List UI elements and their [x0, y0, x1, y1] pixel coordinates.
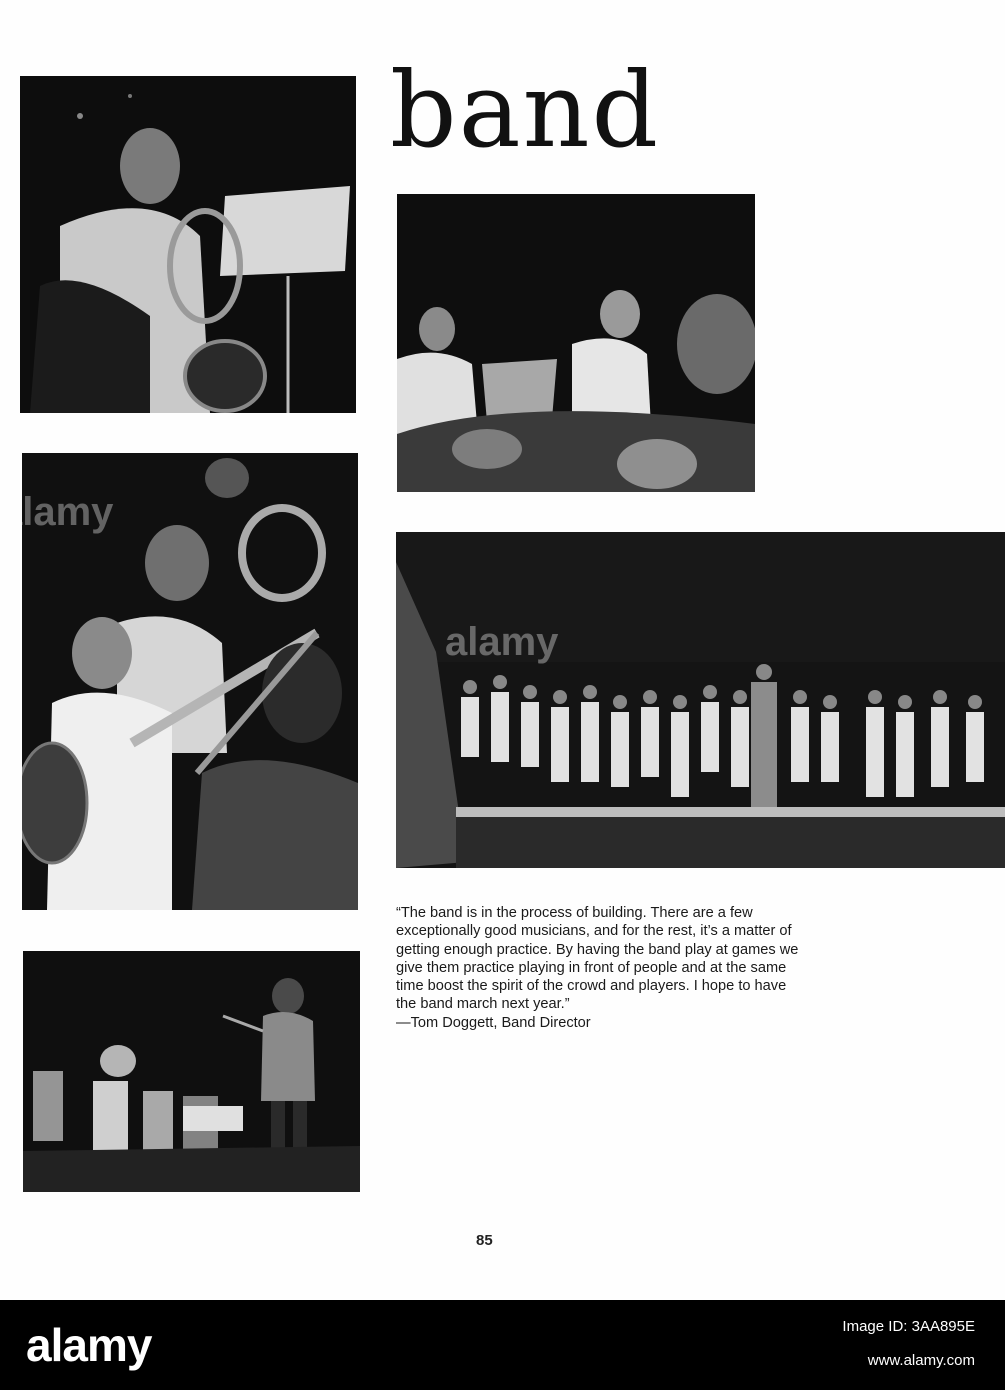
watermark-text: alamy — [0, 490, 114, 534]
photo-full-band-stage — [396, 532, 1005, 868]
quote-line: the band march next year.” — [396, 996, 570, 1013]
photo-drummers — [397, 194, 755, 492]
quote-attribution: —Tom Doggett, Band Director — [396, 1014, 591, 1031]
photo-horn-player — [20, 76, 356, 413]
stock-footer-bar — [0, 1300, 1005, 1390]
quote-line: “The band is in the process of building. There are a few — [396, 905, 753, 921]
site-url-link[interactable]: www.alamy.com — [867, 1352, 975, 1369]
photo-horn-section — [22, 453, 358, 910]
brand-logo[interactable]: alamy — [26, 1319, 152, 1371]
quote-line: time boost the spirit of the crowd and players. I hope to have — [396, 978, 787, 995]
director-quote — [396, 904, 996, 1032]
quote-line: getting enough practice. By having the band play at games we — [396, 941, 799, 958]
quote-line: exceptionally good musicians, and for the rest, it’s a matter of — [396, 923, 792, 940]
watermark-text: alamy — [445, 620, 559, 664]
image-id-label: Image ID: 3AA895E — [842, 1318, 975, 1335]
page-title: band — [390, 49, 661, 171]
photo-conductor — [23, 951, 360, 1192]
page-number: 85 — [476, 1232, 493, 1249]
quote-line: give them practice playing in front of people and at the same — [396, 959, 787, 976]
